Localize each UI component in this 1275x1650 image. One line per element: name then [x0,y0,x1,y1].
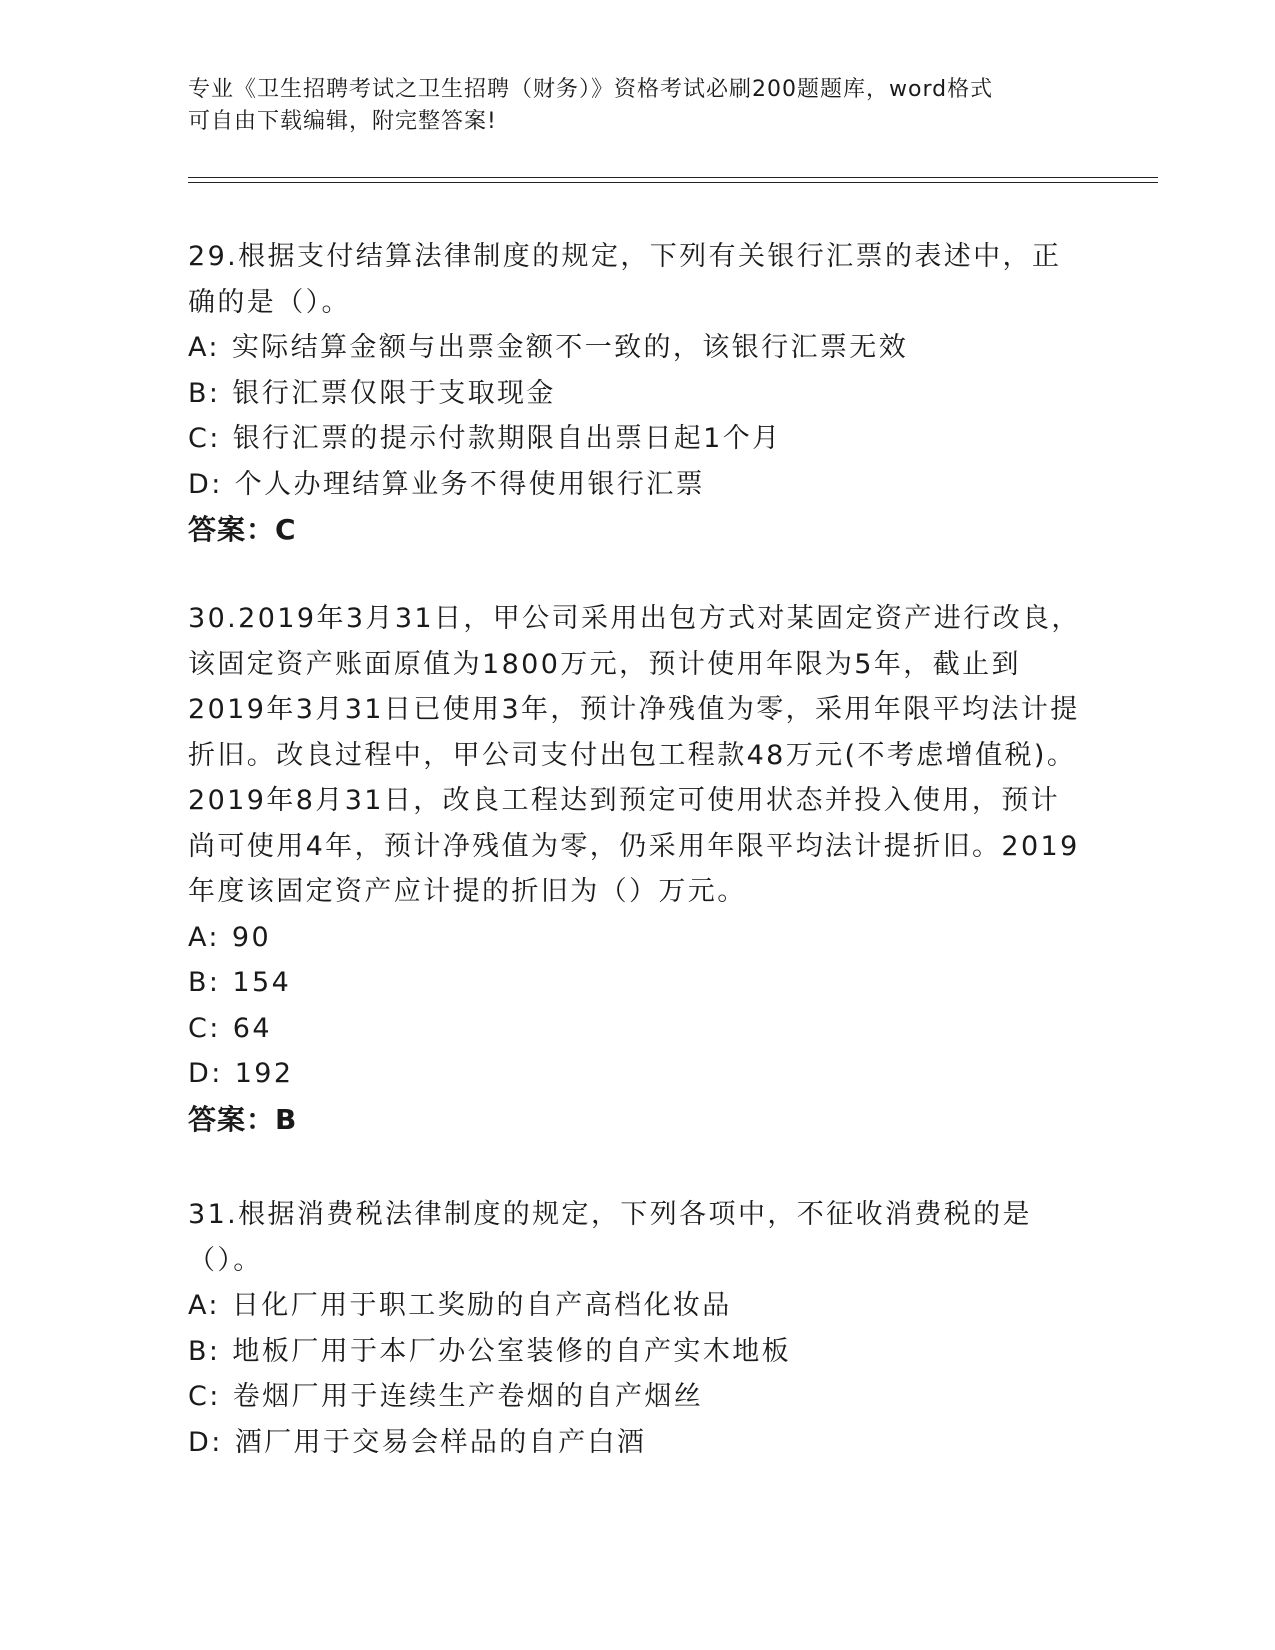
option-d [188,1051,1088,1097]
option-text: 银行汇票的提示付款期限自出票日起1个月 [232,423,782,454]
question-29 [188,234,1088,553]
option-letter: A: [188,1290,220,1321]
option-letter: B: [188,377,221,409]
option-text: 酒厂用于交易会样品的自产白酒 [234,1426,647,1458]
option-b [188,1329,1088,1375]
option-text: 日化厂用于职工奖励的自产高档化妆品 [231,1290,732,1321]
answer-label: 答案：B [188,1102,298,1136]
option-text: 64 [232,1012,272,1044]
option-letter: D: [188,468,223,500]
option-c [188,1006,1088,1052]
header-divider-top [188,177,1158,178]
option-c [188,416,1088,462]
option-letter: A: [188,921,220,953]
option-letter: B: [188,967,221,998]
answer-label: 答案：C [188,513,297,546]
document-header [188,74,1088,138]
header-line-1: 专业《卫生招聘考试之卫生招聘（财务）》资格考试必刷200题题库，word格式 [188,77,994,102]
question-30 [188,596,1088,1142]
option-text: 90 [231,921,272,953]
option-text: 卷烟厂用于连续生产卷烟的自产烟丝 [232,1381,704,1412]
header-line-2: 可自由下载编辑，附完整答案! [188,109,497,134]
option-c [188,1374,1088,1420]
option-text: 银行汇票仅限于支取现金 [232,377,556,409]
option-b [188,960,1088,1006]
options-list [188,915,1088,1097]
option-letter: C: [188,423,221,454]
option-d [188,462,1088,508]
header-divider-bottom [188,182,1158,183]
option-a [188,1283,1088,1329]
option-a [188,325,1088,371]
option-a [188,915,1088,961]
option-d [188,1420,1088,1466]
question-text: 31.根据消费税法律制度的规定，下列各项中，不征收消费税的是（）。 [188,1199,1032,1276]
option-text: 实际结算金额与出票金额不一致的，该银行汇票无效 [231,332,909,363]
options-list [188,325,1088,507]
option-b [188,371,1088,417]
question-text: 30.2019年3月31日，甲公司采用出包方式对某固定资产进行改良，该固定资产账面原值为1800万元，预计使用年限为5年，截止到2019年3月31日已使用3年，预计净残值为零，采用年限平均法计提折旧。改良过程中，甲公司支付出包工程款48万元(不考虑增值税)。2019年8月31日，改良工程达到预定可使用状态并投入使用，预计尚可使用4年，预计净残值为零，仍采用年限平均法计提折旧。2019年度该固定资产应计提的折旧为（）万元。 [188,603,1081,907]
question-text: 29.根据支付结算法律制度的规定，下列有关银行汇票的表述中，正确的是（）。 [188,241,1062,318]
option-letter: C: [188,1381,221,1412]
options-list [188,1283,1088,1465]
option-text: 192 [234,1058,294,1089]
question-31 [188,1192,1088,1465]
option-letter: C: [188,1012,221,1044]
option-text: 154 [232,967,292,998]
option-text: 地板厂用于本厂办公室装修的自产实木地板 [232,1335,792,1367]
option-letter: B: [188,1335,221,1367]
option-letter: D: [188,1426,223,1458]
option-letter: D: [188,1058,223,1089]
option-letter: A: [188,332,220,363]
option-text: 个人办理结算业务不得使用银行汇票 [234,468,706,500]
